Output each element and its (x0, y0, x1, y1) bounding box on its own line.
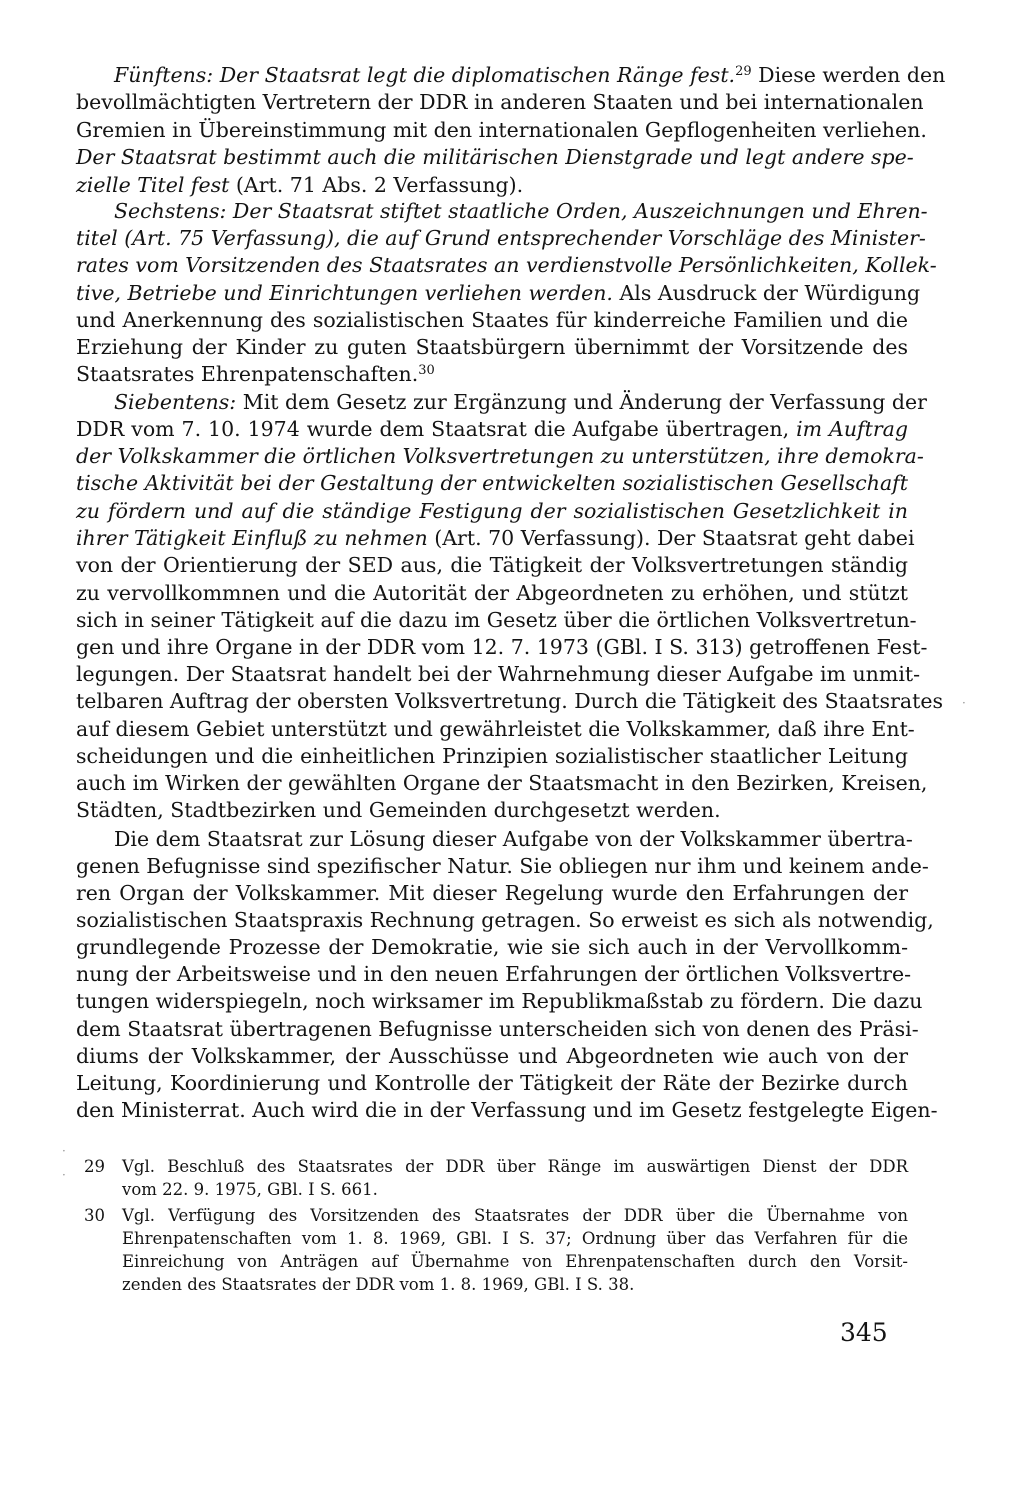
text-run: Die dem Staatsrat zur Lösung dieser Aufgabe von der Volkskammer übertra- (114, 827, 913, 851)
text-run: und Anerkennung des sozialistischen Staates für kinderreiche Familien und die (76, 308, 908, 332)
text-run: zu vervollkommnen und die Autorität der Abgeordneten zu erhöhen, und stützt (76, 581, 908, 605)
text-run: ihrer Tätigkeit Einfluß zu nehmen (76, 526, 428, 550)
footnote-text: Vgl. Beschluß des Staatsrates der DDR über Ränge im auswärtigen Dienst der DDR (122, 1157, 908, 1176)
footnote-ref: 30 (418, 363, 435, 378)
footnote-text: zenden des Staatsrates der DDR vom 1. 8. 1969, GBl. I S. 38. (122, 1275, 635, 1294)
scan-speck: · (62, 1144, 66, 1158)
footnote-number: 29 (84, 1157, 105, 1176)
text-run: Der Staatsrat bestimmt auch die militärischen Dienstgrade und legt andere spe- (76, 145, 914, 169)
text-run: sozialistischen Staatspraxis Rechnung getragen. So erweist es sich als notwendig, (76, 908, 934, 932)
body-line (76, 498, 908, 524)
body-line (76, 117, 927, 143)
body-line (76, 743, 908, 769)
body-line (76, 89, 924, 115)
body-line (76, 144, 914, 170)
text-run: Als Ausdruck der Würdigung (612, 281, 921, 305)
body-line (76, 1043, 908, 1069)
body-line (114, 826, 913, 852)
footnote-number: 30 (84, 1206, 105, 1225)
body-line (76, 607, 917, 633)
text-run: Städten, Stadtbezirken und Gemeinden durchgesetzt werden. (76, 798, 721, 822)
footnote-text: Vgl. Verfügung des Vorsitzenden des Staatsrates der DDR über die Übernahme von (122, 1206, 908, 1225)
body-line (76, 770, 928, 796)
text-run: rates vom Vorsitzenden des Staatsrates an verdienstvolle Persönlichkeiten, Kollek- (76, 253, 937, 277)
body-line (76, 716, 915, 742)
footnote-text: Ehrenpatenschaften vom 1. 8. 1969, GBl. I S. 37; Ordnung über das Verfahren für die (122, 1229, 908, 1248)
text-run: zu fördern und auf die ständige Festigung der sozialistischen Gesetzlichkeit in (76, 499, 908, 523)
text-run: dem Staatsrat übertragenen Befugnisse unterscheiden sich von denen des Präsi- (76, 1017, 919, 1041)
text-run: tische Aktivität bei der Gestaltung der entwickelten sozialistischen Gesellschaft (76, 471, 908, 495)
body-line (114, 389, 927, 415)
text-run: ren Organ der Volkskammer. Mit dieser Regelung wurde den Erfahrungen der (76, 881, 908, 905)
text-run: grundlegende Prozesse der Demokratie, wie sie sich auch in der Vervollkomm- (76, 935, 908, 959)
body-line (76, 634, 928, 660)
text-run: Staatsrates Ehrenpatenschaften. (76, 362, 419, 386)
body-line (76, 661, 921, 687)
body-line (76, 280, 921, 306)
body-line (114, 198, 928, 224)
body-line (76, 907, 934, 933)
text-run: Gremien in Übereinstimmung mit den internationalen Gepflogenheiten verliehen. (76, 118, 927, 142)
text-run: nung der Arbeitsweise und in den neuen Erfahrungen der örtlichen Volksvertre- (76, 962, 912, 986)
text-run: Mit dem Gesetz zur Ergänzung und Änderung der Verfassung der (236, 390, 927, 414)
body-line (76, 307, 908, 333)
text-run: sich in seiner Tätigkeit auf die dazu im Gesetz über die örtlichen Volksvertretun- (76, 608, 917, 632)
body-line (76, 880, 908, 906)
footnote-text: Einreichung von Anträgen auf Übernahme von Ehrenpatenschaften durch den Vorsit- (122, 1252, 908, 1271)
text-run: Erziehung der Kinder zu guten Staatsbürgern übernimmt der Vorsitzende des (76, 335, 908, 359)
text-run: genen Befugnisse sind spezifischer Natur. Sie obliegen nur ihm und keinem ande- (76, 854, 929, 878)
body-line (76, 361, 908, 387)
text-run: bevollmächtigten Vertretern der DDR in anderen Staaten und bei internationalen (76, 90, 924, 114)
footnote-text: vom 22. 9. 1975, GBl. I S. 661. (122, 1180, 378, 1199)
text-run: tive, Betriebe und Einrichtungen verliehen werden. (76, 281, 613, 305)
text-run: telbaren Auftrag der obersten Volksvertretung. Durch die Tätigkeit des Staatsrates (76, 689, 943, 713)
text-run: gen und ihre Organe in der DDR vom 12. 7. 1973 (GBl. I S. 313) getroffenen Fest- (76, 635, 928, 659)
body-line (76, 1070, 908, 1096)
scan-speck: · (962, 696, 966, 710)
body-line (76, 416, 908, 442)
body-line (76, 525, 915, 551)
scan-speck: · (62, 1168, 66, 1182)
body-line (76, 443, 924, 469)
text-run: Leitung, Koordinierung und Kontrolle der Tätigkeit der Räte der Bezirke durch (76, 1071, 908, 1095)
body-line (76, 853, 929, 879)
text-run: im Auftrag (796, 417, 908, 441)
body-line (76, 1097, 938, 1123)
text-run: Fünftens: Der Staatsrat legt die diplomatischen Ränge fest. (114, 63, 736, 87)
text-run: titel (Art. 75 Verfassung), die auf Grund entsprechender Vorschläge des Minister- (76, 226, 926, 250)
text-run: den Ministerrat. Auch wird die in der Verfassung und im Gesetz festgelegte Eigen- (76, 1098, 938, 1122)
body-line (76, 797, 908, 823)
text-run: Siebentens: (114, 390, 237, 414)
body-line (76, 172, 908, 198)
text-run: (Art. 70 Verfassung). Der Staatsrat geht dabei (427, 526, 915, 550)
footnote-ref: 29 (735, 64, 752, 79)
text-run: zielle Titel fest (76, 173, 230, 197)
body-line (76, 580, 908, 606)
body-line (76, 688, 943, 714)
page-number: 345 (840, 1318, 888, 1347)
text-run: DDR vom 7. 10. 1974 wurde dem Staatsrat die Aufgabe übertragen, (76, 417, 797, 441)
body-line (76, 934, 908, 960)
body-line (76, 252, 937, 278)
text-run: auch im Wirken der gewählten Organe der Staatsmacht in den Bezirken, Kreisen, (76, 771, 928, 795)
body-line (76, 225, 926, 251)
body-line (76, 552, 908, 578)
body-line (76, 988, 923, 1014)
body-line (76, 961, 912, 987)
text-run: von der Orientierung der SED aus, die Tätigkeit der Volksvertretungen ständig (76, 553, 908, 577)
text-run: tungen widerspiegeln, noch wirksamer im Republikmaßstab zu fördern. Die dazu (76, 989, 923, 1013)
body-line (76, 1016, 919, 1042)
text-run: scheidungen und die einheitlichen Prinzipien sozialistischer staatlicher Leitung (76, 744, 908, 768)
text-run: (Art. 71 Abs. 2 Verfassung). (229, 173, 524, 197)
text-run: Sechstens: Der Staatsrat stiftet staatliche Orden, Auszeichnungen und Ehren- (114, 199, 928, 223)
body-line (76, 334, 908, 360)
text-run: der Volkskammer die örtlichen Volksvertretungen zu unterstützen, ihre demokra- (76, 444, 924, 468)
text-run: auf diesem Gebiet unterstützt und gewährleistet die Volkskammer, daß ihre Ent- (76, 717, 915, 741)
text-run: diums der Volkskammer, der Ausschüsse und Abgeordneten wie auch von der (76, 1044, 908, 1068)
text-run: Diese werden den (751, 63, 946, 87)
body-line (76, 470, 908, 496)
text-run: legungen. Der Staatsrat handelt bei der Wahrnehmung dieser Aufgabe im unmit- (76, 662, 921, 686)
body-line (114, 62, 946, 88)
